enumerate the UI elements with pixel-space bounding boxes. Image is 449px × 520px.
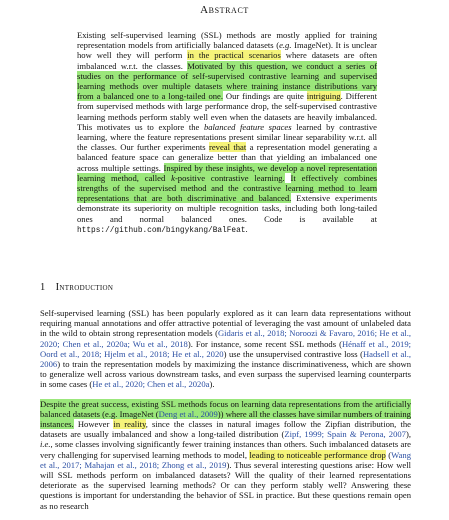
- citation-link[interactable]: He et al., 2020; Chen et al., 2020a: [92, 379, 210, 390]
- highlight-text: Despite the great success, existing SSL methods focus on learning data representations from the artificially balanced datasets (e.g. ImageNet (: [40, 398, 411, 419]
- section-heading: [40, 282, 113, 293]
- highlight-yellow: in the practical scenarios: [187, 50, 281, 61]
- abstract-heading: Abstract: [200, 4, 249, 16]
- intro-text: ). For instance, some recent SSL methods (: [187, 338, 342, 349]
- intro-paragraph-1: [40, 308, 411, 390]
- highlight-text: Inspired by these insights, we develop a novel representation learning method, called: [77, 162, 378, 183]
- intro-text: ),: [405, 429, 411, 440]
- highlight-green: Motivated by this question, we conduct a series of studies on the performance of self-supervised contrastive learning and supervised learning methods over multiple datasets where training instance distributions vary from a balanced one to a long-tailed one.: [77, 60, 377, 102]
- abstract-text: learned by contrastive learning, where the feature representations present similar linear separability w.r.t. all the classes. Our further experiments: [77, 121, 377, 153]
- intro-text: ). Thus several interesting questions arise: How well will SSL methods perform on imbalanced datasets? Will the quality of their learned representations deteriorate as the supervised learning methods? Or can they perform stably well? Answering these questions is important for understanding the behavior of SSL in practice. But these questions remain open as no research: [40, 459, 411, 511]
- abstract-text: Existing self-supervised learning (SSL) methods are mostly applied for training representation models from artificially balanced datasets (: [77, 30, 377, 51]
- abstract-text: .: [245, 223, 248, 234]
- section-number: 1: [40, 282, 46, 293]
- highlight-text: k: [171, 172, 175, 183]
- intro-text: ) use the unsupervised contrastive loss (: [223, 348, 363, 359]
- introduction-body: [40, 308, 411, 520]
- intro-text: , some classes involving significantly fewer training instances than others. Such imbalanced datasets are very challenging for supervised learning methods to model,: [40, 439, 411, 460]
- citation-link[interactable]: Hénaff et al., 2019; Oord et al., 2018; Hjelm et al., 2018; He et al., 2020: [40, 338, 412, 359]
- highlight-yellow: leading to noticeable performance drop: [249, 449, 386, 460]
- abstract-text: Extensive experiments demonstrate its superiority on multiple recognition tasks, including both long-tailed ones and normal balanced ones. Code is available at: [77, 193, 377, 224]
- intro-text: ).: [209, 379, 215, 390]
- abstract-text: Our findings are quite: [223, 91, 307, 102]
- highlight-yellow: intriguing: [306, 91, 341, 102]
- abstract-text: [285, 173, 291, 183]
- abstract-body: [77, 30, 377, 236]
- intro-text: Self-supervised learning (SSL) has been popularly explored as it can learn data representations without requiring manual annotations and offer attractive potential of leveraging the vast amount of unlabeled data in the wild to obtain strong representation models (: [40, 308, 411, 339]
- intro-text: However: [73, 419, 114, 430]
- abstract-text: ImageNet). It is unclear how well they will perform: [77, 40, 377, 61]
- highlight-green: It effectively combines strengths of the supervised method and the contrastive learning method to learn representations that are both discriminative and balanced.: [77, 172, 377, 204]
- abstract-text: e.g.: [279, 40, 292, 51]
- abstract-text: . Different from supervised methods with large performance drop, the self-supervised contrastive learning methods perform stably well even when the datasets are heavily imbalanced. This motivates us to explore the: [77, 91, 377, 132]
- abstract-text: where datasets are often imbalanced w.r.t. the classes.: [77, 50, 377, 71]
- intro-text: i.e.: [40, 439, 51, 450]
- intro-text: ) to train the representation models by maximizing the instance discriminativeness, which are shown to generalize well across various downstream tasks, and even surpass the supervised learning counterparts in some cases (: [40, 359, 411, 390]
- section-title: Introduction: [55, 282, 114, 293]
- highlight-yellow: in reality: [113, 419, 146, 430]
- citation-link[interactable]: Deng et al., 2009: [158, 408, 218, 419]
- intro-text: , since the classes in natural images follow the Zipfian distribution, the datasets are usually imbalanced and show a long-tailed distribution (: [40, 419, 411, 440]
- highlight-text: -positive contrastive learning.: [174, 172, 285, 183]
- intro-paragraph-2: [40, 399, 411, 511]
- highlight-text: )) where all the classes have similar numbers of training instances.: [40, 408, 411, 430]
- highlight-yellow: reveal that: [209, 142, 247, 153]
- code-url-link[interactable]: https://github.com/bingykang/BalFeat: [77, 226, 246, 235]
- abstract-text: balanced feature spaces: [203, 121, 292, 132]
- intro-text: (: [385, 449, 392, 460]
- citation-link[interactable]: Zipf, 1999; Spain & Perona, 2007: [284, 429, 406, 440]
- citation-link[interactable]: Gidaris et al., 2018; Noroozi & Favaro, 2016; He et al., 2020; Chen et al., 2020a; Wu et al., 2018: [40, 328, 411, 349]
- citation-link[interactable]: Wang et al., 2017; Mahajan et al., 2018; Zhong et al., 2019: [40, 449, 412, 470]
- citation-link[interactable]: Hadsell et al., 2006: [40, 348, 411, 370]
- abstract-text: a representation model generating a balanced feature space can generalize better than that yielding an imbalanced one across multiple settings.: [77, 142, 378, 173]
